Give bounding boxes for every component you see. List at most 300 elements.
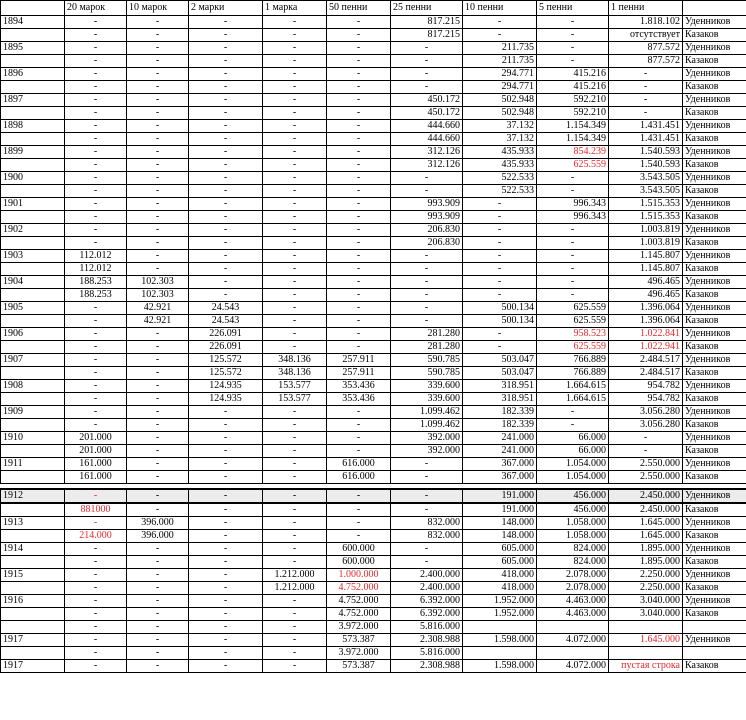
cell-2-mark: - xyxy=(189,159,263,172)
cell-25-penni: - xyxy=(391,302,463,315)
cell-10-penni: 503.047 xyxy=(463,354,537,367)
table-row xyxy=(1,595,746,608)
cell-year xyxy=(1,185,65,198)
table-row xyxy=(1,517,746,530)
cell-10-mark: - xyxy=(127,29,189,42)
cell-10-penni: - xyxy=(463,224,537,237)
cell-25-penni: - xyxy=(391,42,463,55)
cell-1-mark: - xyxy=(263,432,327,445)
cell-2-mark: - xyxy=(189,582,263,595)
cell-year xyxy=(1,367,65,380)
table-row xyxy=(1,185,746,198)
cell-50-penni: - xyxy=(327,211,391,224)
cell-2-mark: - xyxy=(189,289,263,302)
cell-25-penni: 5.816.000 xyxy=(391,621,463,634)
header-author xyxy=(683,1,746,16)
cell-10-penni: 1.598.000 xyxy=(463,634,537,647)
cell-5-penni: - xyxy=(537,250,609,263)
table-row xyxy=(1,120,746,133)
cell-20-mark: 112.012 xyxy=(65,263,127,276)
cell-author: Казаков xyxy=(683,29,746,42)
cell-year xyxy=(1,159,65,172)
cell-10-mark: 42.921 xyxy=(127,302,189,315)
cell-1-mark: - xyxy=(263,55,327,68)
cell-1-penni: 1.145.807 xyxy=(609,250,683,263)
cell-20-mark: - xyxy=(65,94,127,107)
cell-1-mark: - xyxy=(263,556,327,569)
cell-50-penni: - xyxy=(327,120,391,133)
cell-1-mark: - xyxy=(263,250,327,263)
cell-25-penni: - xyxy=(391,185,463,198)
cell-50-penni: - xyxy=(327,224,391,237)
cell-1-penni: 1.022.941 xyxy=(609,341,683,354)
cell-10-mark: - xyxy=(127,211,189,224)
cell-author: Казаков xyxy=(683,185,746,198)
cell-50-penni: - xyxy=(327,530,391,543)
cell-author: Казаков xyxy=(683,159,746,172)
cell-25-penni: 993.909 xyxy=(391,211,463,224)
cell-2-mark: - xyxy=(189,198,263,211)
cell-20-mark: - xyxy=(65,198,127,211)
header-50-penni: 50 пенни xyxy=(327,1,391,16)
header-10-penni: 10 пенни xyxy=(463,1,537,16)
cell-author: Уденников xyxy=(683,276,746,289)
cell-10-penni: - xyxy=(463,250,537,263)
cell-1-mark: - xyxy=(263,489,327,503)
cell-2-mark: - xyxy=(189,569,263,582)
cell-author: Казаков xyxy=(683,445,746,458)
cell-20-mark: - xyxy=(65,16,127,29)
cell-5-penni: - xyxy=(537,172,609,185)
cell-50-penni: - xyxy=(327,432,391,445)
cell-10-penni: - xyxy=(463,29,537,42)
cell-5-penni: 66.000 xyxy=(537,445,609,458)
cell-20-mark: - xyxy=(65,328,127,341)
cell-1-mark: - xyxy=(263,211,327,224)
cell-author: Уденников xyxy=(683,120,746,133)
cell-5-penni: 625.559 xyxy=(537,315,609,328)
cell-10-penni: 318.951 xyxy=(463,393,537,406)
cell-5-penni: 4.463.000 xyxy=(537,595,609,608)
cell-25-penni: 312.126 xyxy=(391,159,463,172)
cell-20-mark: - xyxy=(65,380,127,393)
cell-10-mark: - xyxy=(127,634,189,647)
cell-year xyxy=(1,608,65,621)
table-row xyxy=(1,503,746,517)
cell-author: Уденников xyxy=(683,595,746,608)
cell-year xyxy=(1,81,65,94)
cell-5-penni: 1.664.615 xyxy=(537,393,609,406)
cell-1-mark: - xyxy=(263,406,327,419)
cell-10-mark: - xyxy=(127,107,189,120)
cell-10-mark: - xyxy=(127,146,189,159)
cell-20-mark: 188.253 xyxy=(65,276,127,289)
cell-25-penni: - xyxy=(391,315,463,328)
cell-1-penni: - xyxy=(609,445,683,458)
cell-1-penni: 2.550.000 xyxy=(609,471,683,484)
cell-10-mark: - xyxy=(127,16,189,29)
cell-50-penni: - xyxy=(327,107,391,120)
cell-50-penni: - xyxy=(327,341,391,354)
cell-1-penni: 1.540.593 xyxy=(609,146,683,159)
cell-25-penni: - xyxy=(391,503,463,517)
cell-1-mark: 153.577 xyxy=(263,380,327,393)
cell-25-penni: 5.816.000 xyxy=(391,647,463,660)
cell-50-penni: 1.000.000 xyxy=(327,569,391,582)
cell-25-penni: 339.600 xyxy=(391,393,463,406)
cell-20-mark: - xyxy=(65,172,127,185)
cell-5-penni: 415.216 xyxy=(537,68,609,81)
table-row xyxy=(1,55,746,68)
cell-5-penni: 456.000 xyxy=(537,489,609,503)
cell-1-mark: 1.212.000 xyxy=(263,569,327,582)
cell-author: Казаков xyxy=(683,530,746,543)
cell-1-penni: 1.540.593 xyxy=(609,159,683,172)
cell-10-mark: - xyxy=(127,569,189,582)
cell-25-penni: 6.392.000 xyxy=(391,595,463,608)
cell-10-mark: - xyxy=(127,556,189,569)
cell-50-penni: - xyxy=(327,315,391,328)
cell-10-penni: 37.132 xyxy=(463,120,537,133)
cell-20-mark: - xyxy=(65,582,127,595)
cell-20-mark: - xyxy=(65,569,127,582)
cell-5-penni: 996.343 xyxy=(537,198,609,211)
cell-author: Уденников xyxy=(683,328,746,341)
cell-1-penni: 2.450.000 xyxy=(609,503,683,517)
cell-1-mark: - xyxy=(263,198,327,211)
cell-10-penni: - xyxy=(463,16,537,29)
table-row xyxy=(1,341,746,354)
cell-50-penni: - xyxy=(327,29,391,42)
cell-25-penni: - xyxy=(391,81,463,94)
cell-year xyxy=(1,471,65,484)
cell-25-penni: 2.400.000 xyxy=(391,569,463,582)
cell-author: Уденников xyxy=(683,458,746,471)
cell-author: Казаков xyxy=(683,211,746,224)
cell-50-penni: - xyxy=(327,172,391,185)
cell-1-mark: - xyxy=(263,660,327,673)
cell-2-mark: - xyxy=(189,68,263,81)
cell-5-penni: 1.054.000 xyxy=(537,458,609,471)
cell-year: 1906 xyxy=(1,328,65,341)
cell-20-mark: - xyxy=(65,29,127,42)
cell-1-mark: - xyxy=(263,81,327,94)
cell-10-mark: - xyxy=(127,647,189,660)
cell-10-penni: 191.000 xyxy=(463,489,537,503)
cell-20-mark: - xyxy=(65,489,127,503)
cell-1-penni: 2.550.000 xyxy=(609,458,683,471)
cell-5-penni: 1.154.349 xyxy=(537,120,609,133)
cell-5-penni: 1.664.615 xyxy=(537,380,609,393)
cell-10-mark: - xyxy=(127,224,189,237)
cell-2-mark: - xyxy=(189,445,263,458)
cell-1-mark: - xyxy=(263,503,327,517)
cell-2-mark: - xyxy=(189,471,263,484)
cell-10-penni: 502.948 xyxy=(463,94,537,107)
cell-1-mark: - xyxy=(263,68,327,81)
cell-20-mark: - xyxy=(65,556,127,569)
cell-5-penni: 2.078.000 xyxy=(537,582,609,595)
cell-50-penni: 573.387 xyxy=(327,660,391,673)
cell-year: 1913 xyxy=(1,517,65,530)
cell-50-penni: - xyxy=(327,419,391,432)
cell-1-mark: - xyxy=(263,94,327,107)
table-row xyxy=(1,445,746,458)
cell-50-penni: - xyxy=(327,42,391,55)
cell-20-mark: - xyxy=(65,185,127,198)
cell-author: Уденников xyxy=(683,517,746,530)
cell-25-penni: 450.172 xyxy=(391,94,463,107)
cell-1-mark: - xyxy=(263,315,327,328)
cell-author: Уденников xyxy=(683,94,746,107)
cell-2-mark: - xyxy=(189,120,263,133)
cell-50-penni: 616.000 xyxy=(327,458,391,471)
cell-20-mark: - xyxy=(65,81,127,94)
cell-10-penni: - xyxy=(463,341,537,354)
cell-20-mark: 201.000 xyxy=(65,445,127,458)
cell-1-mark: - xyxy=(263,289,327,302)
cell-1-mark: - xyxy=(263,543,327,556)
cell-10-penni: 605.000 xyxy=(463,543,537,556)
cell-25-penni: 590.785 xyxy=(391,354,463,367)
cell-50-penni: 573.387 xyxy=(327,634,391,647)
cell-1-penni: - xyxy=(609,432,683,445)
cell-5-penni xyxy=(537,621,609,634)
cell-25-penni: 1.099.462 xyxy=(391,406,463,419)
cell-10-mark: - xyxy=(127,660,189,673)
cell-year: 1902 xyxy=(1,224,65,237)
cell-5-penni: 66.000 xyxy=(537,432,609,445)
cell-1-mark: - xyxy=(263,276,327,289)
cell-5-penni: 625.559 xyxy=(537,302,609,315)
cell-year xyxy=(1,211,65,224)
table-row xyxy=(1,94,746,107)
cell-50-penni: 4.752.000 xyxy=(327,608,391,621)
cell-10-mark: - xyxy=(127,621,189,634)
cell-25-penni: - xyxy=(391,250,463,263)
cell-1-penni: 954.782 xyxy=(609,393,683,406)
table-row xyxy=(1,489,746,503)
cell-1-penni: 1.431.451 xyxy=(609,133,683,146)
cell-2-mark: - xyxy=(189,517,263,530)
cell-year: 1912 xyxy=(1,489,65,503)
cell-10-penni: 37.132 xyxy=(463,133,537,146)
cell-1-penni: 3.056.280 xyxy=(609,406,683,419)
cell-50-penni: 257.911 xyxy=(327,354,391,367)
header-10-mark: 10 марок xyxy=(127,1,189,16)
cell-year: 1910 xyxy=(1,432,65,445)
cell-1-penni: 2.450.000 xyxy=(609,489,683,503)
cell-1-mark: - xyxy=(263,133,327,146)
table-row xyxy=(1,146,746,159)
cell-5-penni: 1.058.000 xyxy=(537,530,609,543)
cell-2-mark: - xyxy=(189,432,263,445)
cell-author xyxy=(683,647,746,660)
cell-20-mark: - xyxy=(65,543,127,556)
cell-50-penni: - xyxy=(327,276,391,289)
cell-1-penni: 1.396.064 xyxy=(609,302,683,315)
cell-10-penni: 1.598.000 xyxy=(463,660,537,673)
cell-20-mark: - xyxy=(65,55,127,68)
cell-year: 1904 xyxy=(1,276,65,289)
cell-year xyxy=(1,621,65,634)
cell-20-mark: - xyxy=(65,354,127,367)
cell-author: Уденников xyxy=(683,42,746,55)
cell-2-mark: - xyxy=(189,107,263,120)
cell-1-mark: - xyxy=(263,419,327,432)
cell-year: 1896 xyxy=(1,68,65,81)
cell-2-mark: 24.543 xyxy=(189,302,263,315)
cell-2-mark: - xyxy=(189,647,263,660)
cell-10-penni: 503.047 xyxy=(463,367,537,380)
cell-1-penni: - xyxy=(609,68,683,81)
cell-author: Уденников xyxy=(683,380,746,393)
cell-20-mark: - xyxy=(65,42,127,55)
cell-author: Уденников xyxy=(683,68,746,81)
cell-10-mark: - xyxy=(127,419,189,432)
cell-10-penni: - xyxy=(463,198,537,211)
cell-10-mark: - xyxy=(127,159,189,172)
cell-1-penni: - xyxy=(609,107,683,120)
table-row xyxy=(1,263,746,276)
table-row xyxy=(1,159,746,172)
cell-10-penni: 182.339 xyxy=(463,406,537,419)
cell-1-penni: 2.250.000 xyxy=(609,582,683,595)
cell-50-penni: - xyxy=(327,263,391,276)
table-row xyxy=(1,42,746,55)
cell-year: 1898 xyxy=(1,120,65,133)
cell-1-penni: 1.022.841 xyxy=(609,328,683,341)
cell-1-penni: 954.782 xyxy=(609,380,683,393)
cell-50-penni: - xyxy=(327,55,391,68)
cell-25-penni: 1.099.462 xyxy=(391,419,463,432)
cell-50-penni: - xyxy=(327,289,391,302)
cell-5-penni: - xyxy=(537,263,609,276)
cell-10-mark: - xyxy=(127,68,189,81)
cell-25-penni: 832.000 xyxy=(391,530,463,543)
cell-10-penni: 211.735 xyxy=(463,55,537,68)
cell-5-penni: - xyxy=(537,224,609,237)
cell-1-penni: 1.003.819 xyxy=(609,224,683,237)
cell-1-mark: - xyxy=(263,517,327,530)
cell-1-mark: - xyxy=(263,341,327,354)
cell-25-penni: 2.308.988 xyxy=(391,660,463,673)
cell-1-penni: 2.484.517 xyxy=(609,354,683,367)
cell-author: Казаков xyxy=(683,608,746,621)
cell-author: Уденников xyxy=(683,489,746,503)
cell-year xyxy=(1,29,65,42)
cell-author: Казаков xyxy=(683,556,746,569)
cell-year: 1916 xyxy=(1,595,65,608)
cell-5-penni: 2.078.000 xyxy=(537,569,609,582)
cell-year xyxy=(1,107,65,120)
cell-2-mark: - xyxy=(189,634,263,647)
cell-2-mark: 226.091 xyxy=(189,328,263,341)
cell-author: Казаков xyxy=(683,367,746,380)
cell-2-mark: - xyxy=(189,94,263,107)
cell-20-mark: - xyxy=(65,107,127,120)
cell-2-mark: - xyxy=(189,172,263,185)
cell-year xyxy=(1,582,65,595)
cell-2-mark: - xyxy=(189,29,263,42)
cell-1-mark: - xyxy=(263,29,327,42)
cell-20-mark: 188.253 xyxy=(65,289,127,302)
cell-5-penni: 854.239 xyxy=(537,146,609,159)
cell-2-mark: - xyxy=(189,211,263,224)
cell-25-penni: 339.600 xyxy=(391,380,463,393)
cell-10-mark: - xyxy=(127,582,189,595)
cell-1-mark: 348.136 xyxy=(263,367,327,380)
cell-50-penni: 600.000 xyxy=(327,556,391,569)
cell-author: Казаков xyxy=(683,289,746,302)
cell-5-penni xyxy=(537,647,609,660)
cell-author: Уденников xyxy=(683,224,746,237)
cell-10-mark: 42.921 xyxy=(127,315,189,328)
cell-author: Казаков xyxy=(683,341,746,354)
cell-50-penni: - xyxy=(327,94,391,107)
table-row xyxy=(1,172,746,185)
cell-20-mark: - xyxy=(65,517,127,530)
cell-50-penni: - xyxy=(327,159,391,172)
cell-50-penni: - xyxy=(327,133,391,146)
cell-20-mark: - xyxy=(65,341,127,354)
table-row xyxy=(1,380,746,393)
cell-year xyxy=(1,503,65,517)
table-row xyxy=(1,432,746,445)
cell-50-penni: - xyxy=(327,445,391,458)
cell-1-penni: 1.645.000 xyxy=(609,530,683,543)
cell-year xyxy=(1,133,65,146)
cell-5-penni: - xyxy=(537,16,609,29)
cell-50-penni: - xyxy=(327,250,391,263)
cell-5-penni: 4.463.000 xyxy=(537,608,609,621)
cell-10-mark: - xyxy=(127,198,189,211)
cell-2-mark: - xyxy=(189,530,263,543)
cell-1-penni: отсутствует xyxy=(609,29,683,42)
cell-1-mark: - xyxy=(263,237,327,250)
cell-10-mark: - xyxy=(127,393,189,406)
cell-1-mark: - xyxy=(263,42,327,55)
cell-50-penni: - xyxy=(327,503,391,517)
table-row xyxy=(1,211,746,224)
cell-50-penni: - xyxy=(327,185,391,198)
cell-20-mark: - xyxy=(65,68,127,81)
table-row xyxy=(1,302,746,315)
table-row xyxy=(1,29,746,42)
table-row xyxy=(1,16,746,29)
cell-year xyxy=(1,55,65,68)
header-5-penni: 5 пенни xyxy=(537,1,609,16)
cell-1-penni: 2.484.517 xyxy=(609,367,683,380)
cell-5-penni: 415.216 xyxy=(537,81,609,94)
cell-50-penni: - xyxy=(327,328,391,341)
cell-10-mark: - xyxy=(127,120,189,133)
cell-year: 1911 xyxy=(1,458,65,471)
cell-20-mark: - xyxy=(65,608,127,621)
cell-1-mark: - xyxy=(263,471,327,484)
cell-25-penni: 817.215 xyxy=(391,29,463,42)
cell-10-mark: 396.000 xyxy=(127,517,189,530)
cell-2-mark: - xyxy=(189,621,263,634)
cell-5-penni: 4.072.000 xyxy=(537,634,609,647)
cell-10-mark: - xyxy=(127,471,189,484)
cell-20-mark: - xyxy=(65,660,127,673)
cell-10-penni: 502.948 xyxy=(463,107,537,120)
cell-1-mark: 153.577 xyxy=(263,393,327,406)
cell-year: 1897 xyxy=(1,94,65,107)
cell-5-penni: 625.559 xyxy=(537,341,609,354)
cell-1-mark: 348.136 xyxy=(263,354,327,367)
